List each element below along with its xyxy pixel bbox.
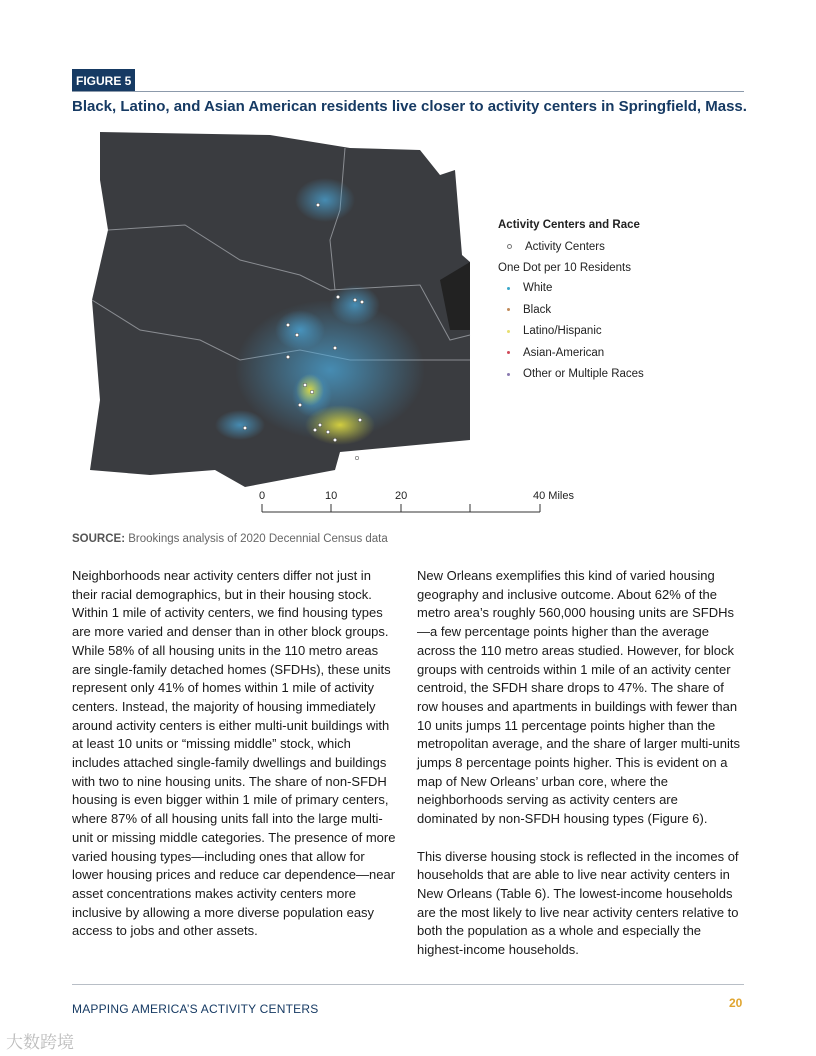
watermark: 大数跨境 <box>6 1033 74 1052</box>
body-column-right <box>417 567 742 978</box>
page-number: 20 <box>729 996 743 1010</box>
scale-tick-0: 0 <box>259 490 266 502</box>
legend-item: Black <box>523 303 552 316</box>
latino-dot-icon <box>507 330 510 333</box>
legend-dot-note: One Dot per 10 Residents <box>498 261 631 274</box>
paragraph: New Orleans exemplifies this kind of varied housing geography and inclusive outcome. About 62% of the metro area’s roughly 560,000 housing units are SFDHs—a few percentage points higher than the average across the 110 metro areas studied. However, for block groups with centroids within 1 mile of an activity center centroid, the SFDH share drops to 47%. The share of row houses and apartments in buildings with fewer than 10 units jumps 11 percentage points higher than the metropolitan average, and the share of larger multi-units jumps 8 percentage points higher. This is evident on a map of New Orleans’ urban core, where the neighborhoods serving as activity centers are dominated by non-SFDH housing types (Figure 6). <box>417 568 741 827</box>
legend-item: Other or Multiple Races <box>523 368 644 381</box>
white-dot-icon <box>507 287 510 290</box>
scale-tick-10: 10 <box>325 490 338 502</box>
figure-label: FIGURE 5 <box>72 69 135 92</box>
source-text: Brookings analysis of 2020 Decennial Census data <box>125 533 388 545</box>
source-label: SOURCE: <box>72 533 126 545</box>
body-column-left <box>72 567 397 960</box>
scale-tick-20: 20 <box>395 490 408 502</box>
dot-density-map <box>80 125 480 495</box>
map-legend <box>498 219 644 385</box>
figure-title: Black, Latino, and Asian American residents live closer to activity centers in Springfield, Mass. <box>72 98 747 115</box>
legend-title: Activity Centers and Race <box>498 219 640 231</box>
activity-center-icon <box>507 244 512 249</box>
legend-activity-centers: Activity Centers <box>525 240 605 253</box>
legend-item: Asian-American <box>523 346 605 359</box>
footer-title: MAPPING AMERICA’S ACTIVITY CENTERS <box>72 1002 319 1016</box>
asian-dot-icon <box>507 351 510 354</box>
legend-item: Latino/Hispanic <box>523 325 602 338</box>
figure-divider <box>72 91 744 92</box>
legend-item: White <box>523 282 553 295</box>
region-shape <box>90 132 470 487</box>
black-dot-icon <box>507 308 510 311</box>
scale-tick-40: 40 Miles <box>533 490 574 502</box>
source-note <box>72 533 388 545</box>
other-dot-icon <box>507 373 510 376</box>
paragraph: Neighborhoods near activity centers differ not just in their racial demographics, but in their housing stock. Within 1 mile of activity centers, we find housing types are more varied and denser than in other block groups. While 58% of all housing units in the 110 metro areas are single-family detached homes (SFDHs), these units represent only 41% of homes within 1 mile of activity centers. Instead, the majority of housing immediately around activity centers is either multi-unit buildings with at least 10 units or “missing middle” stock, which includes attached single-family dwellings and buildings with two to nine housing units. The share of non-SFDH housing is even bigger within 1 mile of primary centers, where 87% of all housing units fall into the large multi-unit or missing middle categories. The presence of more varied housing types—including ones that allow for lower housing prices and reduce car dependence—near asset concentrations makes activity centers more inclusive by allowing a more diverse population easy access to jobs and other assets. <box>72 568 396 939</box>
paragraph: This diverse housing stock is reflected in the incomes of households that are able to live near activity centers in New Orleans (Table 6). The lowest-income households are the most likely to live near activity centers relative to both the population as a whole and especially the highest-income households. <box>417 848 739 958</box>
footer-divider <box>72 984 744 985</box>
